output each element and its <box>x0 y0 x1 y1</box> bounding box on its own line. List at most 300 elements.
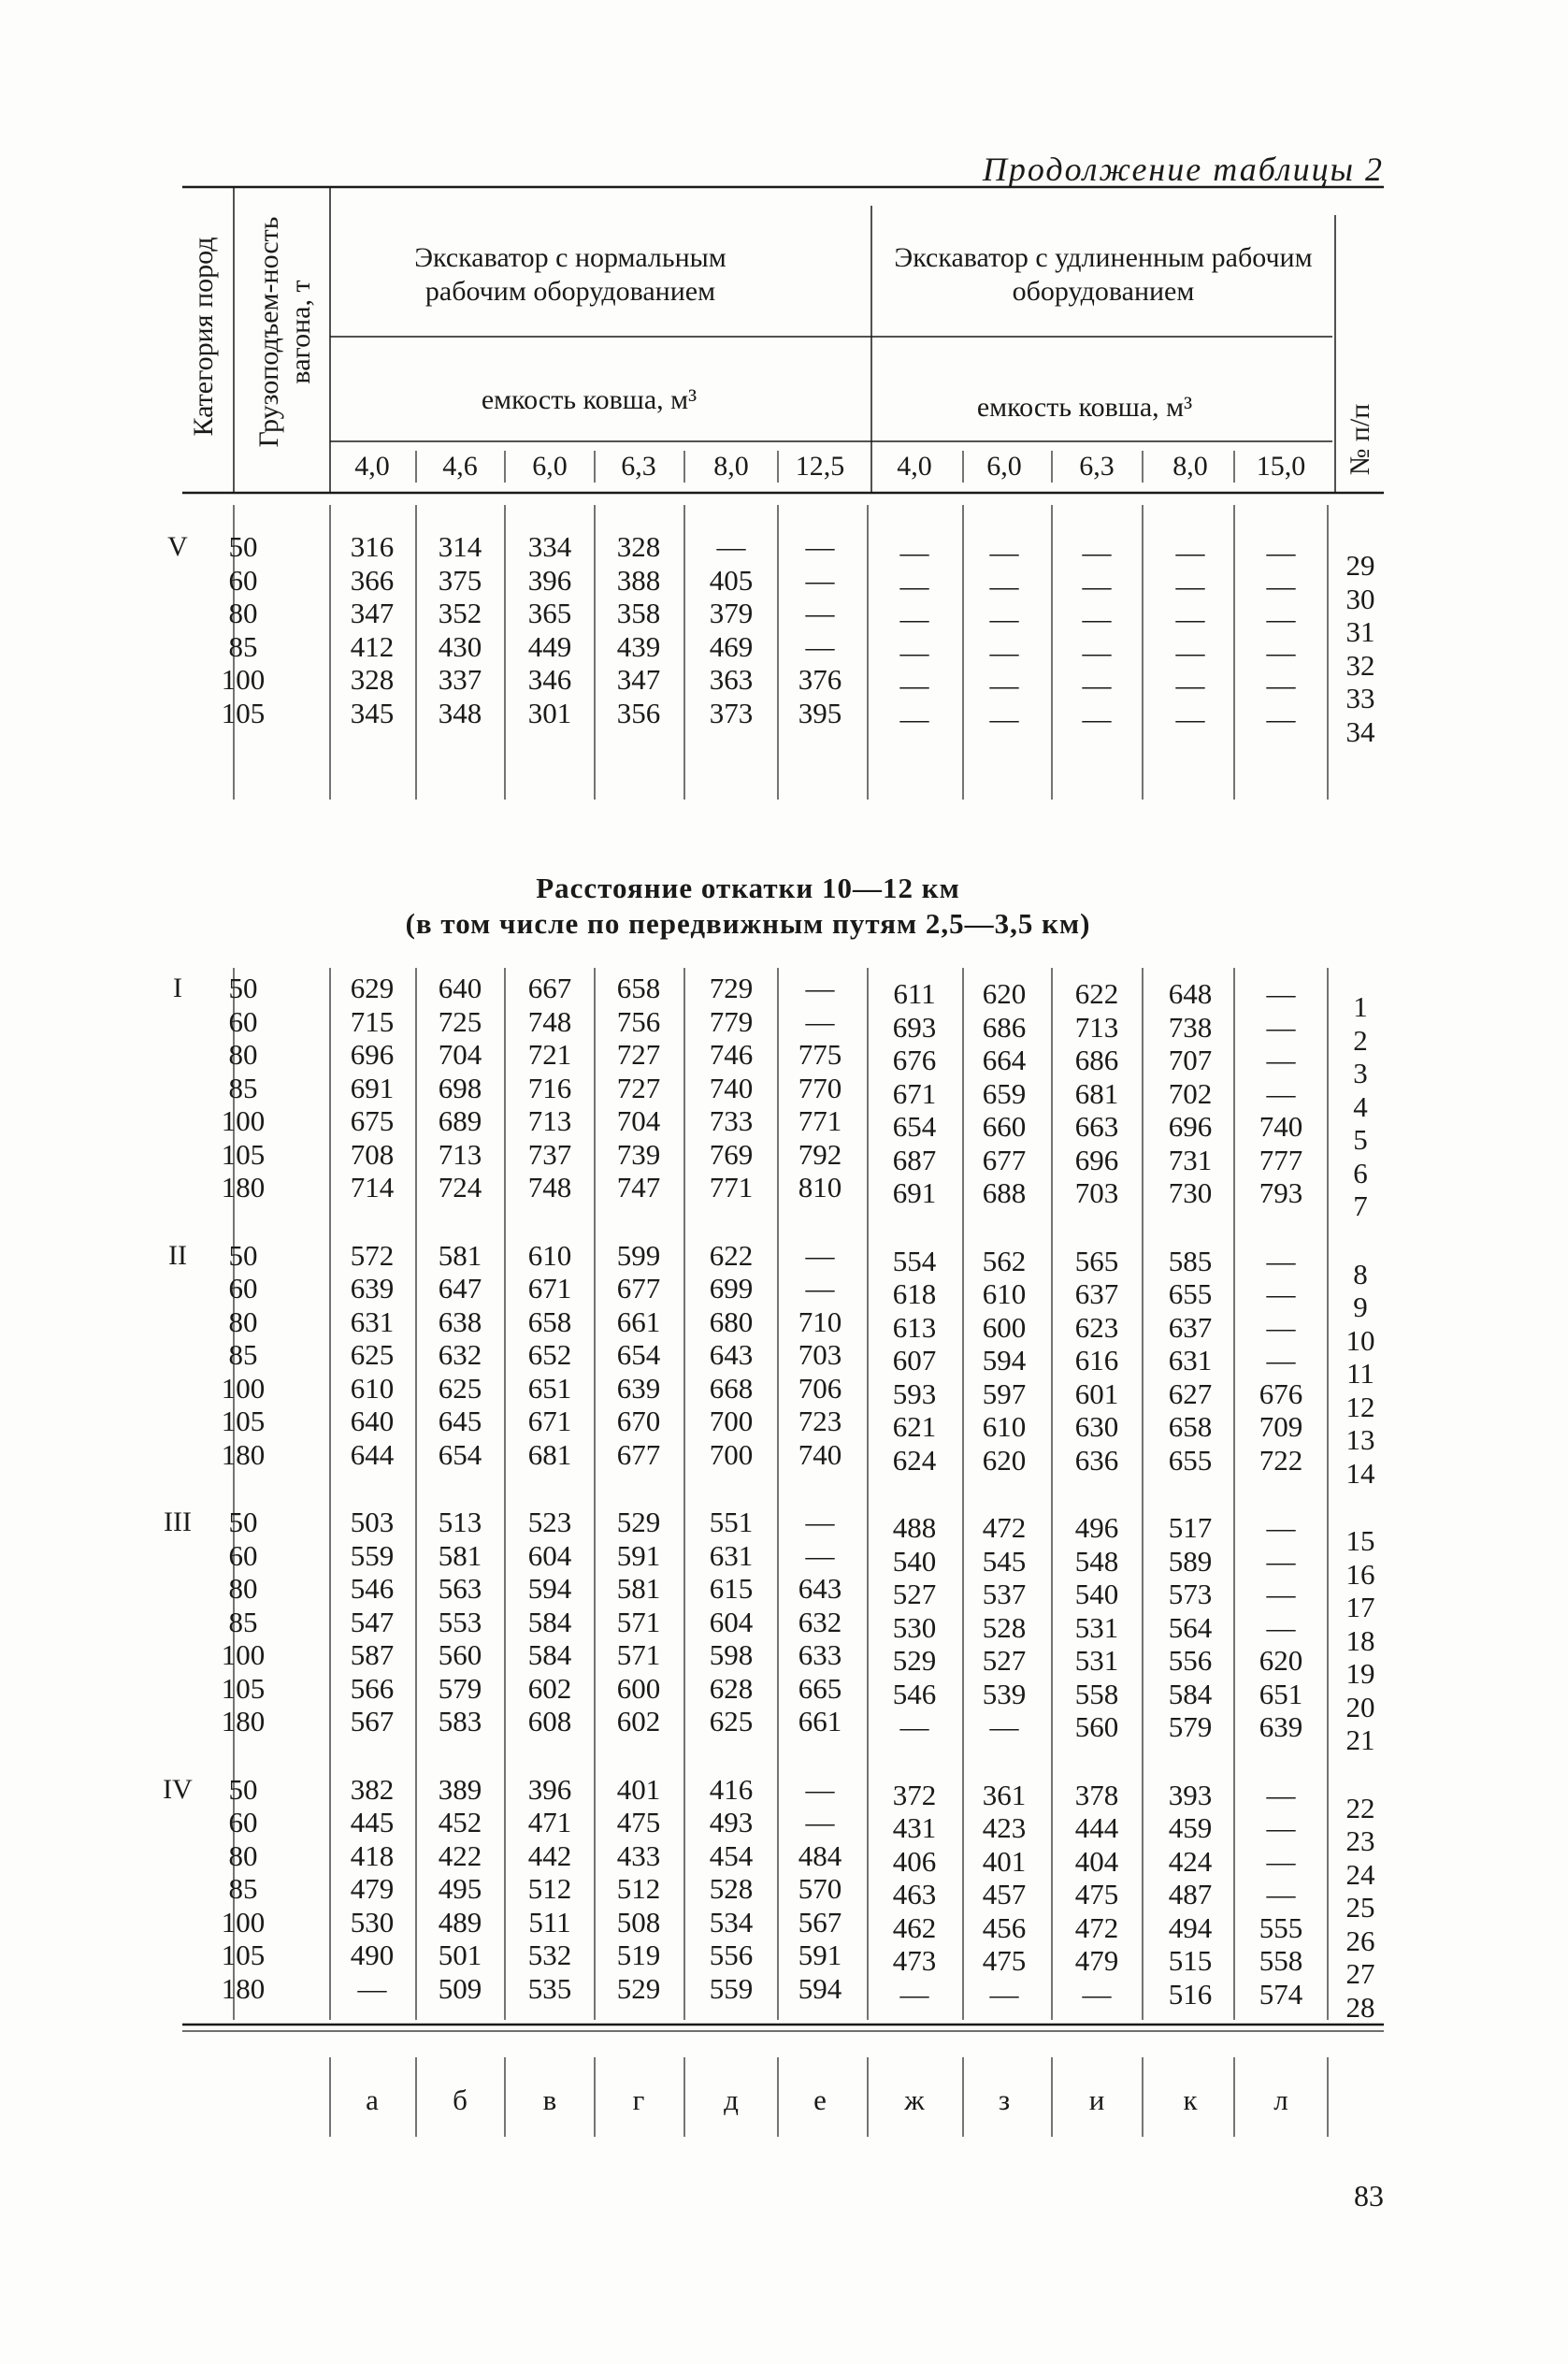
table-cell-value: 567 <box>350 1705 395 1737</box>
table-cell-value: 540 <box>892 1544 937 1578</box>
table-cell-value: 738 <box>1168 1010 1213 1044</box>
table-cell-value: 365 <box>527 597 572 629</box>
table-cell-value: 493 <box>709 1806 754 1838</box>
table-cell-value: 647 <box>438 1272 482 1305</box>
table-cell-value: 698 <box>438 1071 482 1104</box>
table-cell-value: 503 <box>350 1506 395 1538</box>
table-cell-value: — <box>805 1538 835 1572</box>
table-cell-value: 706 <box>798 1371 842 1405</box>
table-cell-value: 547 <box>350 1605 395 1638</box>
table-cell-load: 85 <box>228 1338 258 1371</box>
table-cell-value: 622 <box>709 1238 754 1272</box>
table-cell-value: 457 <box>982 1878 1027 1910</box>
table-cell-value: 645 <box>438 1405 482 1437</box>
table-cell-value: 416 <box>709 1772 754 1806</box>
category-label: V <box>167 531 188 562</box>
table-cell-row-number: 24 <box>1345 1857 1375 1891</box>
table-cell-value: — <box>899 602 929 635</box>
table-cell-row-number: 9 <box>1353 1290 1368 1323</box>
table-cell-value: 509 <box>438 1971 482 2005</box>
column-letter: л <box>1273 2083 1288 2116</box>
column-letter: а <box>366 2083 379 2116</box>
table-cell-value: 401 <box>616 1772 661 1806</box>
table-cell-value: 714 <box>350 1171 395 1204</box>
table-cell-row-number: 10 <box>1345 1323 1375 1357</box>
table-cell-value: — <box>1266 1578 1296 1610</box>
table-cell-value: 479 <box>1074 1944 1119 1977</box>
table-cell-row-number: 14 <box>1345 1456 1375 1490</box>
table-cell-value: 610 <box>527 1238 572 1272</box>
column-letter: в <box>542 2083 557 2116</box>
table-cell-value: 496 <box>1074 1511 1119 1544</box>
table-cell-value: 631 <box>350 1305 395 1338</box>
table-cell-value: 570 <box>798 1872 842 1905</box>
table-cell-value: 358 <box>616 597 661 629</box>
table-cell-value: 529 <box>616 1971 661 2005</box>
table-cell-value: 689 <box>438 1104 482 1137</box>
table-cell-value: 677 <box>982 1143 1027 1176</box>
column-letter: и <box>1088 2083 1105 2116</box>
table-cell-value: 655 <box>1168 1277 1213 1310</box>
table-cell-value: 527 <box>982 1644 1027 1677</box>
table-cell-value: 771 <box>709 1171 754 1204</box>
table-cell-value: 396 <box>527 1772 572 1806</box>
table-cell-value: 449 <box>527 629 572 663</box>
table-cell-value: 530 <box>350 1905 395 1939</box>
table-cell-value: 681 <box>527 1437 572 1471</box>
table-cell-value: 739 <box>616 1137 661 1171</box>
table-cell-value: 396 <box>527 563 572 597</box>
table-cell-value: 594 <box>982 1344 1027 1377</box>
table-cell-value: 600 <box>616 1671 661 1705</box>
table-cell-value: — <box>1175 635 1205 669</box>
table-cell-value: 686 <box>982 1010 1027 1044</box>
table-cell-value: 680 <box>709 1305 754 1338</box>
table-cell-value: — <box>899 669 929 701</box>
table-cell-value: 548 <box>1074 1544 1119 1578</box>
table-cell-value: 571 <box>616 1605 661 1638</box>
table-cell-value: 615 <box>709 1572 754 1605</box>
column-letter: к <box>1183 2083 1198 2116</box>
table-cell-value: 602 <box>616 1705 661 1737</box>
table-cell-row-number: 29 <box>1345 549 1375 582</box>
table-cell-value: 347 <box>350 597 395 629</box>
table-cell-value: 771 <box>798 1104 842 1137</box>
table-cell-value: 707 <box>1168 1044 1213 1076</box>
table-cell-value: 456 <box>982 1910 1027 1944</box>
table-cell-value: 530 <box>892 1610 937 1644</box>
table-cell-row-number: 3 <box>1353 1057 1368 1089</box>
table-cell-value: 737 <box>527 1137 572 1171</box>
table-cell-load: 85 <box>228 1605 258 1638</box>
table-cell-value: — <box>1266 1044 1296 1076</box>
table-cell-value: 405 <box>709 563 754 597</box>
header-capacity-value: 8,0 <box>713 451 749 482</box>
table-cell-value: — <box>1266 1878 1296 1910</box>
table-cell-value: 472 <box>1074 1910 1119 1944</box>
table-cell-value: 598 <box>709 1638 754 1671</box>
table-cell-value: 463 <box>892 1878 937 1910</box>
table-cell-value: 558 <box>1074 1677 1119 1710</box>
table-cell-value: — <box>1175 669 1205 701</box>
table-cell-value: 556 <box>1168 1644 1213 1677</box>
table-cell-value: — <box>989 669 1019 701</box>
table-cell-value: 489 <box>438 1905 482 1939</box>
table-cell-value: — <box>989 1710 1019 1743</box>
table-cell-load: 180 <box>221 1437 266 1471</box>
table-cell-row-number: 22 <box>1345 1791 1375 1824</box>
continuation-title: Продолжение таблицы 2 <box>982 151 1384 188</box>
category-label: III <box>164 1506 192 1537</box>
table-cell-value: 691 <box>892 1176 937 1209</box>
header-capacity-text: Грузоподъем-ность вагона, т <box>253 216 316 448</box>
table-cell-value: 676 <box>1259 1377 1303 1410</box>
table-cell-value: — <box>1175 569 1205 602</box>
table-cell-value: 584 <box>527 1605 572 1638</box>
table-cell-value: 366 <box>350 563 395 597</box>
table-cell-value: — <box>805 1806 835 1838</box>
table-cell-load: 80 <box>228 1838 258 1872</box>
table-cell-value: 529 <box>616 1506 661 1538</box>
table-cell-value: 573 <box>1168 1578 1213 1610</box>
table-cell-value: 724 <box>438 1171 482 1204</box>
table-cell-value: 559 <box>350 1538 395 1572</box>
table-cell-value: 346 <box>527 663 572 696</box>
table-cell-value: 572 <box>350 1238 395 1272</box>
table-cell-value: 528 <box>982 1610 1027 1644</box>
table-cell-value: 395 <box>798 696 842 729</box>
table-cell-value: 471 <box>527 1806 572 1838</box>
table-cell-value: 445 <box>350 1806 395 1838</box>
table-cell-value: 610 <box>982 1277 1027 1310</box>
table-cell-value: 655 <box>1168 1443 1213 1477</box>
table-cell-value: 610 <box>350 1371 395 1405</box>
header-bucket-extended: емкость ковша, м³ <box>976 392 1193 423</box>
header-bucket-normal: емкость ковша, м³ <box>481 384 698 415</box>
table-cell-value: 746 <box>709 1038 754 1071</box>
header-capacity-value: 4,0 <box>354 451 390 482</box>
table-cell-value: 418 <box>350 1838 395 1872</box>
table-cell-value: 703 <box>1074 1176 1119 1209</box>
table-cell-value: 769 <box>709 1137 754 1171</box>
table-cell-row-number: 34 <box>1345 714 1375 748</box>
header-capacity <box>253 192 317 472</box>
category-label: I <box>173 973 182 1003</box>
table-cell-value: — <box>805 1004 835 1038</box>
table-cell-value: — <box>1082 635 1112 669</box>
table-cell-row-number: 27 <box>1345 1957 1375 1990</box>
table-cell-value: 608 <box>527 1705 572 1737</box>
table-cell-value: 611 <box>893 977 936 1010</box>
table-cell-value: 554 <box>892 1244 937 1277</box>
table-cell-row-number: 1 <box>1353 990 1368 1023</box>
table-cell-load: 105 <box>221 1405 266 1437</box>
table-cell-value: 531 <box>1074 1610 1119 1644</box>
table-cell-value: 644 <box>350 1437 395 1471</box>
table-cell-value: 613 <box>892 1310 937 1344</box>
table-cell-value: 616 <box>1074 1344 1119 1377</box>
table-cell-value: 579 <box>1168 1710 1213 1743</box>
header-capacity-value: 12,5 <box>795 451 845 482</box>
table-cell-value: 740 <box>1259 1110 1303 1143</box>
table-cell-value: 479 <box>350 1872 395 1905</box>
table-cell-value: 710 <box>798 1305 842 1338</box>
table-cell-value: 585 <box>1168 1244 1213 1277</box>
table-cell-value: 604 <box>527 1538 572 1572</box>
table-cell-value: 677 <box>616 1272 661 1305</box>
table-cell-value: 676 <box>892 1044 937 1076</box>
table-cell-value: 667 <box>527 972 572 1004</box>
table-cell-load: 100 <box>221 1905 266 1939</box>
table-cell-value: 628 <box>709 1671 754 1705</box>
table-cell-value: 361 <box>982 1778 1027 1811</box>
table-cell-value: — <box>805 530 835 563</box>
table-cell-load: 80 <box>228 1038 258 1071</box>
table-cell-value: — <box>805 1272 835 1305</box>
table-cell-value: 640 <box>350 1405 395 1437</box>
table-cell-value: 671 <box>892 1076 937 1110</box>
table-cell-value: 686 <box>1074 1044 1119 1076</box>
table-cell-value: 713 <box>438 1137 482 1171</box>
table-cell-value: — <box>805 1506 835 1538</box>
table-cell-value: 382 <box>350 1772 395 1806</box>
table-cell-row-number: 12 <box>1345 1390 1375 1423</box>
table-cell-value: 559 <box>709 1971 754 2005</box>
table-cell-value: — <box>1266 1277 1296 1310</box>
table-cell-value: 640 <box>438 972 482 1004</box>
table-cell-value: — <box>989 635 1019 669</box>
header-capacity-value: 6,0 <box>532 451 568 482</box>
table-cell-value: 452 <box>438 1806 482 1838</box>
table-cell-value: 589 <box>1168 1544 1213 1578</box>
table-cell-load: 60 <box>228 1004 258 1038</box>
table-cell-value: 664 <box>982 1044 1027 1076</box>
table-cell-value: 597 <box>982 1377 1027 1410</box>
table-cell-value: 696 <box>350 1038 395 1071</box>
table-cell-value: 651 <box>1259 1677 1303 1710</box>
table-cell-value: 560 <box>1074 1710 1119 1743</box>
table-cell-value: 648 <box>1168 977 1213 1010</box>
table-cell-load: 180 <box>221 1705 266 1737</box>
table-cell-value: — <box>1082 701 1112 735</box>
table-cell-value: 631 <box>709 1538 754 1572</box>
table-cell-value: — <box>1266 1076 1296 1110</box>
table-cell-value: 546 <box>892 1677 937 1710</box>
table-cell-value: 487 <box>1168 1878 1213 1910</box>
table-cell-value: 610 <box>982 1410 1027 1443</box>
table-cell-load: 50 <box>228 1238 258 1272</box>
table-cell-value: — <box>1266 1244 1296 1277</box>
table-cell-value: 631 <box>1168 1344 1213 1377</box>
table-cell-value: 424 <box>1168 1844 1213 1878</box>
table-cell-value: 601 <box>1074 1377 1119 1410</box>
table-cell-value: 602 <box>527 1671 572 1705</box>
table-cell-value: 621 <box>892 1410 937 1443</box>
table-cell-value: 393 <box>1168 1778 1213 1811</box>
table-cell-value: — <box>1266 1811 1296 1844</box>
table-cell-value: — <box>899 1977 929 2011</box>
table-cell-value: — <box>1266 1310 1296 1344</box>
table-cell-value: 629 <box>350 972 395 1004</box>
table-cell-value: — <box>1082 536 1112 569</box>
table-cell-value: 587 <box>350 1638 395 1671</box>
table-cell-value: 770 <box>798 1071 842 1104</box>
table-cell-value: 566 <box>350 1671 395 1705</box>
table-cell-value: 663 <box>1074 1110 1119 1143</box>
table-cell-value: 775 <box>798 1038 842 1071</box>
table-cell-value: 636 <box>1074 1443 1119 1477</box>
table-cell-value: 681 <box>1074 1076 1119 1110</box>
table-cell-load: 85 <box>228 629 258 663</box>
table-cell-value: 540 <box>1074 1578 1119 1610</box>
table-cell-value: 623 <box>1074 1310 1119 1344</box>
table-cell-value: 469 <box>709 629 754 663</box>
table-cell-value: 490 <box>350 1939 395 1971</box>
column-letter: е <box>813 2083 827 2116</box>
table-cell-value: 651 <box>527 1371 572 1405</box>
table-cell-load: 85 <box>228 1071 258 1104</box>
table-cell-value: 430 <box>438 629 482 663</box>
table-cell-value: 779 <box>709 1004 754 1038</box>
table-cell-value: 709 <box>1259 1410 1303 1443</box>
table-cell-value: — <box>1266 635 1296 669</box>
table-cell-value: — <box>989 536 1019 569</box>
table-cell-load: 60 <box>228 1272 258 1305</box>
table-cell-value: 584 <box>1168 1677 1213 1710</box>
table-cell-value: 638 <box>438 1305 482 1338</box>
table-cell-value: 314 <box>438 530 482 563</box>
table-cell-value: 725 <box>438 1004 482 1038</box>
header-capacity-value: 6,3 <box>1079 451 1115 482</box>
table-cell-row-number: 19 <box>1345 1657 1375 1690</box>
table-cell-value: — <box>716 530 746 563</box>
table-cell-load: 105 <box>221 1939 266 1971</box>
table-cell-value: 643 <box>709 1338 754 1371</box>
section-title-line-1: Расстояние откатки 10—12 км <box>536 872 960 904</box>
table-cell-value: 708 <box>350 1137 395 1171</box>
table-cell-load: 100 <box>221 1104 266 1137</box>
table-cell-value: 693 <box>892 1010 937 1044</box>
table-cell-value: 668 <box>709 1371 754 1405</box>
table-cell-value: 618 <box>892 1277 937 1310</box>
header-capacity-value: 4,0 <box>897 451 932 482</box>
table-cell-value: 571 <box>616 1638 661 1671</box>
table-cell-value: 560 <box>438 1638 482 1671</box>
table-cell-value: 545 <box>982 1544 1027 1578</box>
table-cell-value: — <box>989 701 1019 735</box>
table-cell-value: — <box>1266 1610 1296 1644</box>
table-cell-value: 658 <box>616 972 661 1004</box>
table-cell-value: 671 <box>527 1272 572 1305</box>
table-cell-row-number: 7 <box>1353 1189 1368 1222</box>
table-cell-value: 591 <box>798 1939 842 1971</box>
table-cell-load: 100 <box>221 1638 266 1671</box>
table-cell-value: 376 <box>798 663 842 696</box>
table-cell-value: 637 <box>1074 1277 1119 1310</box>
table-cell-value: 731 <box>1168 1143 1213 1176</box>
table-cell-value: 583 <box>438 1705 482 1737</box>
table-cell-load: 60 <box>228 1806 258 1838</box>
table-cell-value: 654 <box>438 1437 482 1471</box>
table-cell-value: 513 <box>438 1506 482 1538</box>
table-cell-value: 551 <box>709 1506 754 1538</box>
table-cell-value: — <box>1082 569 1112 602</box>
table-cell-value: — <box>805 597 835 629</box>
table-cell-value: 584 <box>527 1638 572 1671</box>
table-cell-row-number: 30 <box>1345 582 1375 615</box>
table-cell-value: 534 <box>709 1905 754 1939</box>
table-cell-value: 665 <box>798 1671 842 1705</box>
table-cell-load: 80 <box>228 1572 258 1605</box>
table-cell-value: — <box>1266 536 1296 569</box>
table-cell-load: 105 <box>221 696 266 729</box>
table-cell-value: 625 <box>350 1338 395 1371</box>
table-cell-value: 516 <box>1168 1977 1213 2011</box>
table-cell-value: 301 <box>527 696 572 729</box>
table-cell-value: — <box>899 1710 929 1743</box>
table-cell-value: — <box>1266 1511 1296 1544</box>
table-cell-value: 637 <box>1168 1310 1213 1344</box>
table-cell-value: 512 <box>527 1872 572 1905</box>
category-label: IV <box>163 1773 193 1805</box>
table-cell-value: 810 <box>798 1171 842 1204</box>
table-cell-value: — <box>1266 1844 1296 1878</box>
header-capacity-value: 4,6 <box>442 451 478 482</box>
table-cell-row-number: 16 <box>1345 1557 1375 1591</box>
table-cell-value: 660 <box>982 1110 1027 1143</box>
table-cell-value: — <box>1082 1977 1112 2011</box>
table-cell-row-number: 32 <box>1345 648 1375 682</box>
table-cell-load: 85 <box>228 1872 258 1905</box>
table-cell-value: — <box>1175 701 1205 735</box>
table-cell-value: 581 <box>438 1238 482 1272</box>
table-cell-value: 643 <box>798 1572 842 1605</box>
table-cell-value: 579 <box>438 1671 482 1705</box>
table-cell-value: 792 <box>798 1137 842 1171</box>
header-capacity-value: 15,0 <box>1256 451 1306 482</box>
table-cell-value: — <box>899 536 929 569</box>
table-cell-value: 462 <box>892 1910 937 1944</box>
table-cell-value: 433 <box>616 1838 661 1872</box>
table-cell-value: 688 <box>982 1176 1027 1209</box>
table-cell-value: — <box>899 569 929 602</box>
table-cell-value: 356 <box>616 696 661 729</box>
table-cell-value: 659 <box>982 1076 1027 1110</box>
table-cell-value: 675 <box>350 1104 395 1137</box>
table-cell-row-number: 31 <box>1345 615 1375 648</box>
table-cell-value: 727 <box>616 1071 661 1104</box>
header-capacity-value: 8,0 <box>1172 451 1208 482</box>
table-cell-value: — <box>989 569 1019 602</box>
table-cell-row-number: 26 <box>1345 1924 1375 1957</box>
table-cell-value: 756 <box>616 1004 661 1038</box>
table-cell-value: 511 <box>528 1905 571 1939</box>
table-cell-value: 729 <box>709 972 754 1004</box>
table-cell-value: 658 <box>1168 1410 1213 1443</box>
table-cell-value: 494 <box>1168 1910 1213 1944</box>
table-cell-load: 80 <box>228 1305 258 1338</box>
table-cell-value: 439 <box>616 629 661 663</box>
table-cell-value: 727 <box>616 1038 661 1071</box>
table-cell-value: — <box>805 563 835 597</box>
table-cell-value: 622 <box>1074 977 1119 1010</box>
table-cell-value: 515 <box>1168 1944 1213 1977</box>
table-cell-value: — <box>357 1971 387 2005</box>
table-cell-value: 555 <box>1259 1910 1303 1944</box>
table-cell-row-number: 21 <box>1345 1723 1375 1756</box>
table-cell-load: 105 <box>221 1137 266 1171</box>
table-cell-value: 639 <box>616 1371 661 1405</box>
